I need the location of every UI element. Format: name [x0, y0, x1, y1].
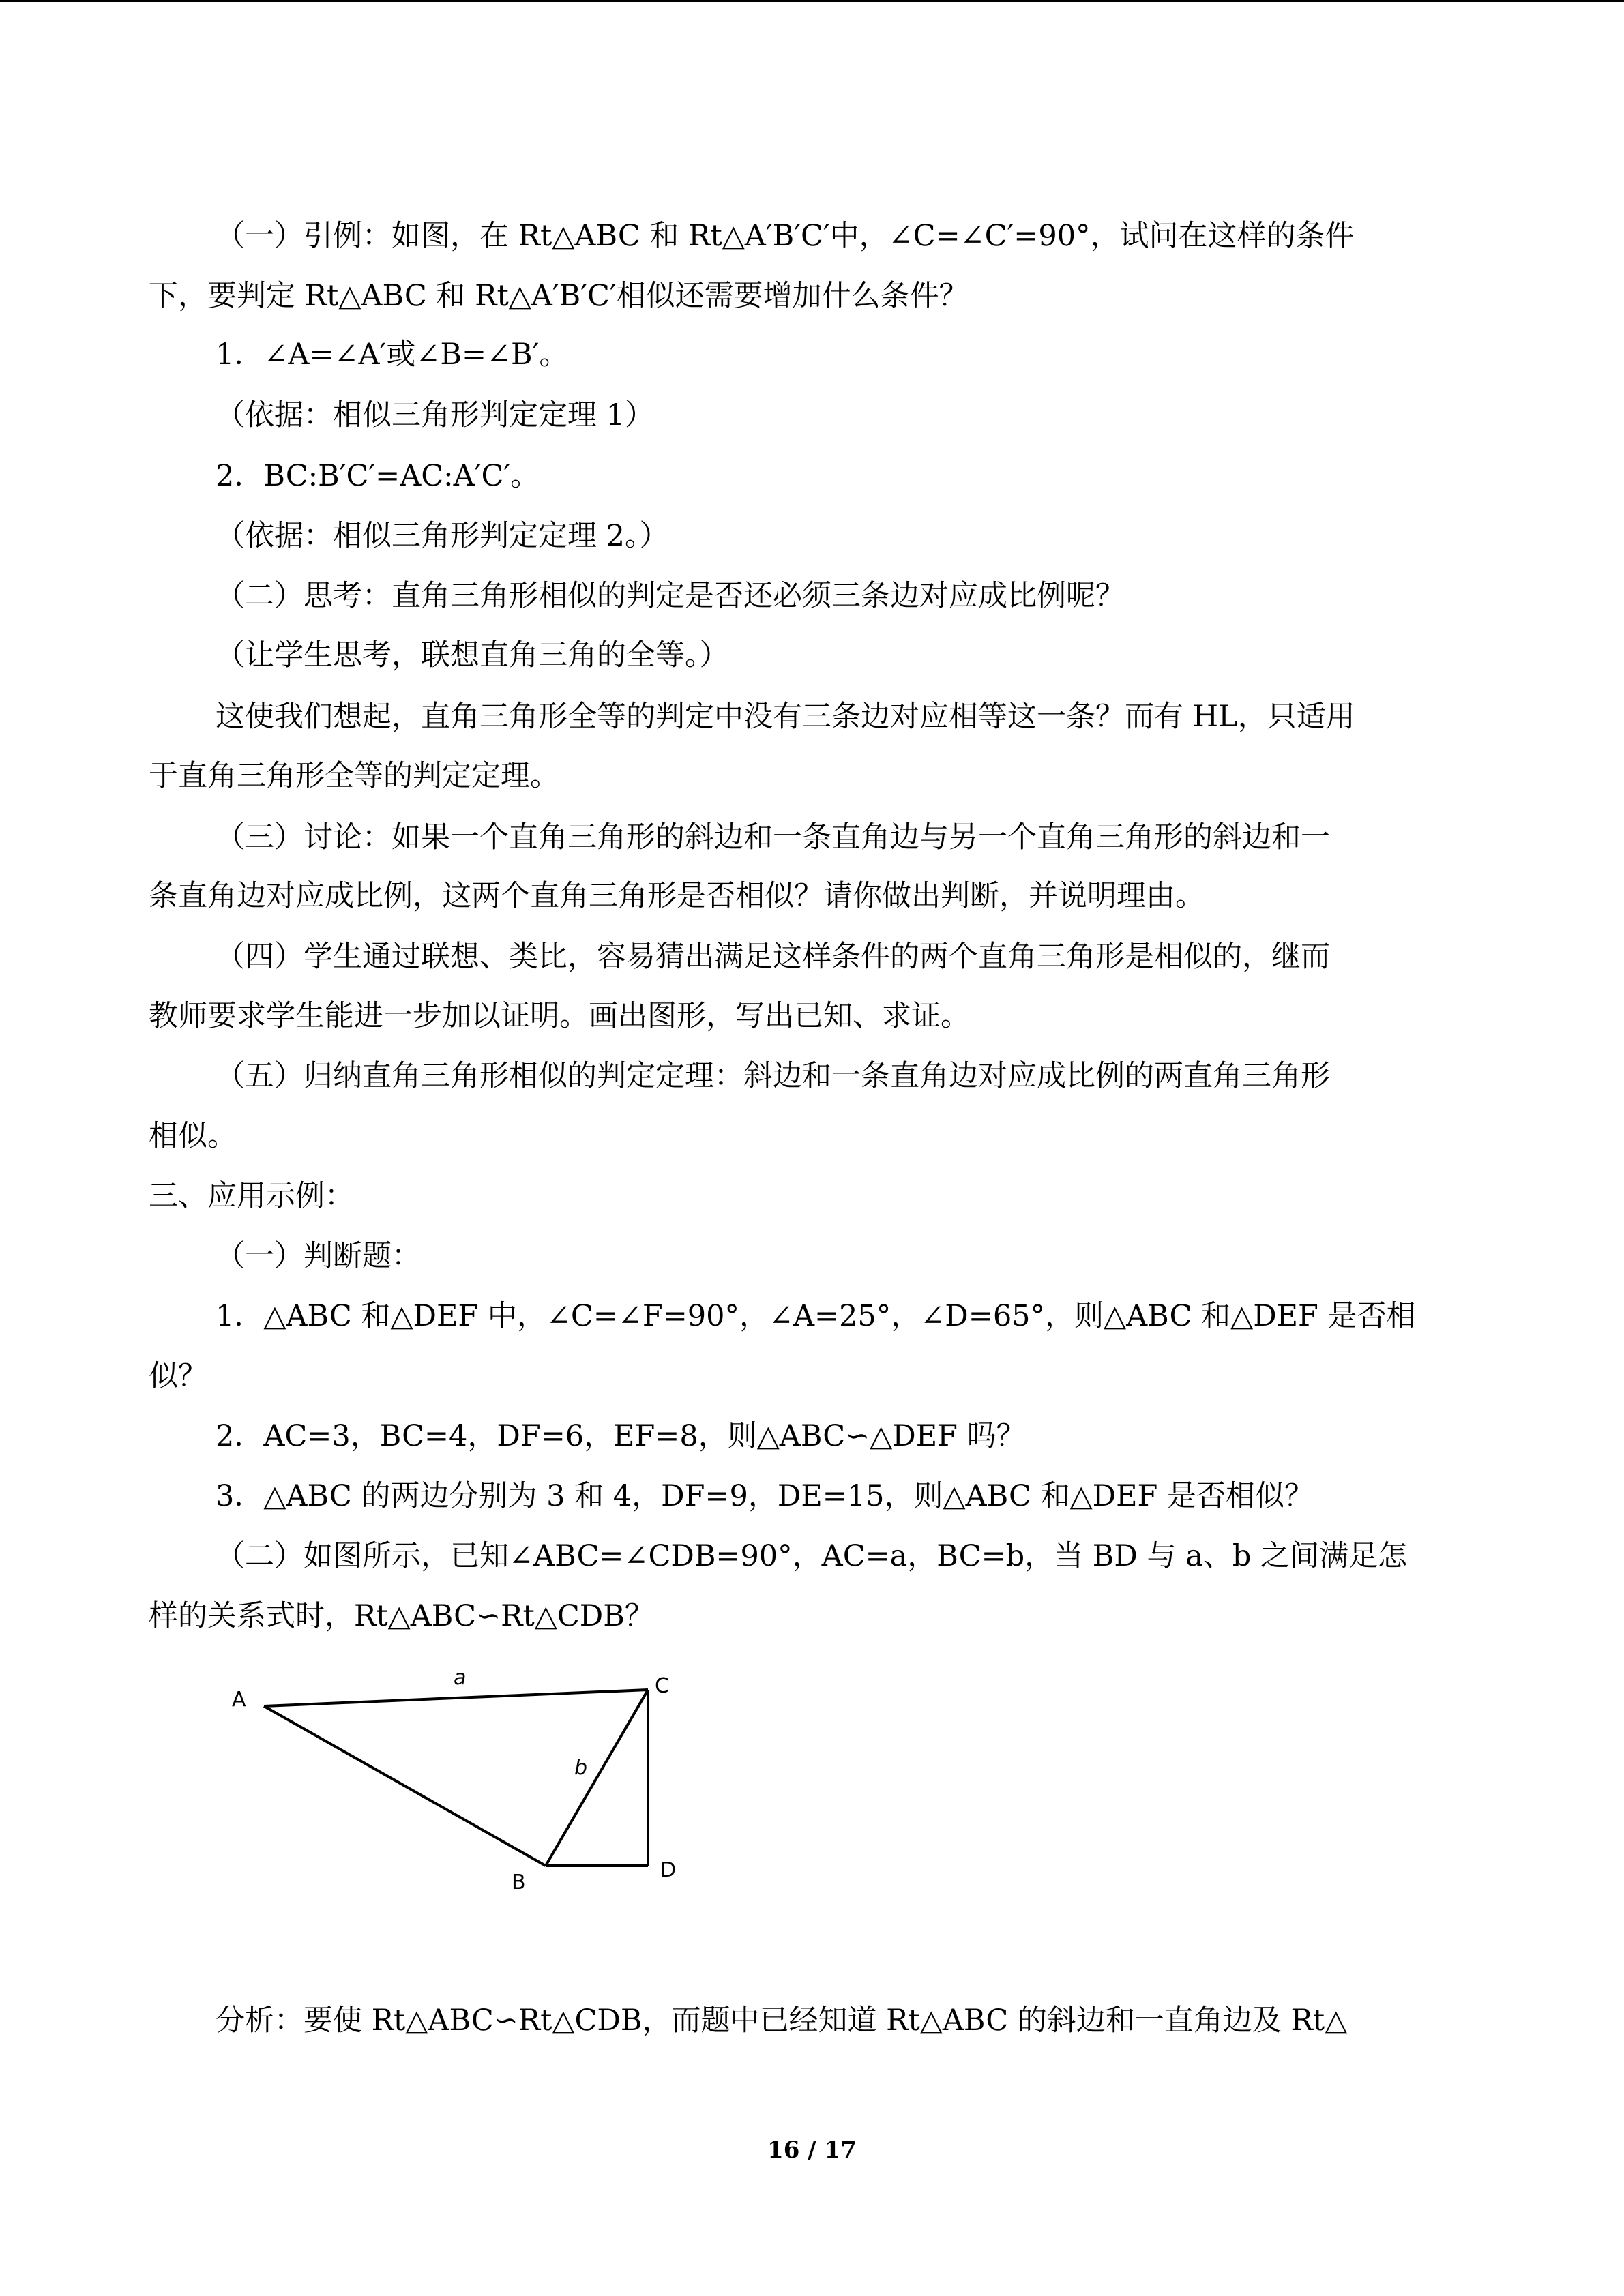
paragraph-analysis: 分析：要使 Rt△ABC∽Rt△CDB，而题中已经知道 Rt△ABC 的斜边和一直角边及 Rt△: [216, 2003, 1348, 2038]
problem-figure: （二）如图所示，已知∠ABC=∠CDB=90°，AC=a，BC=b，当 BD 与 a、b 之间满足怎: [216, 1539, 1408, 1573]
condition-1: 1．∠A=∠A′或∠B=∠B′。: [216, 338, 569, 372]
subheading-judgement: （一）判断题：: [216, 1239, 421, 1273]
paragraph-theorem-cont: 相似。: [149, 1119, 237, 1153]
question-2: 2．AC=3，BC=4，DF=6，EF=8，则△ABC∽△DEF 吗？: [216, 1419, 1026, 1453]
paragraph-think-note: （让学生思考，联想直角三角的全等。）: [216, 638, 729, 672]
question-3: 3．△ABC 的两边分别为 3 和 4，DF=9，DE=15，则△ABC 和△DEF 是否相似？: [216, 1479, 1314, 1513]
condition-2: 2．BC:B′C′=AC:A′C′。: [216, 459, 540, 493]
point-label-c: C: [655, 1674, 669, 1698]
paragraph-theorem: （五）归纳直角三角形相似的判定定理：斜边和一条直角边对应成比例的两直角三角形: [216, 1059, 1330, 1093]
section-heading-examples: 三、应用示例：: [149, 1179, 354, 1213]
basis-1: （依据：相似三角形判定定理 1）: [216, 398, 655, 432]
problem-figure-cont: 样的关系式时，Rt△ABC∽Rt△CDB？: [149, 1599, 654, 1633]
segment-bc: [546, 1690, 648, 1866]
paragraph-student-cont: 教师要求学生能进一步加以证明。画出图形，写出已知、求证。: [149, 999, 970, 1033]
triangle-figure: [218, 1664, 723, 1896]
paragraph-hl: 这使我们想起，直角三角形全等的判定中没有三条边对应相等这一条？而有 HL，只适用: [216, 700, 1355, 734]
question-1-cont: 似？: [149, 1359, 207, 1393]
segment-ab: [264, 1706, 546, 1866]
paragraph-hl-cont: 于直角三角形全等的判定定理。: [149, 759, 559, 793]
paragraph-student: （四）学生通过联想、类比，容易猜出满足这样条件的两个直角三角形是相似的，继而: [216, 940, 1330, 974]
paragraph-think: （二）思考：直角三角形相似的判定是否还必须三条边对应成比例呢？: [216, 579, 1125, 613]
point-label-d: D: [660, 1858, 677, 1882]
paragraph-intro-example: （一）引例：如图，在 Rt△ABC 和 Rt△A′B′C′中，∠C=∠C′=90°，试问在这样的条件: [216, 219, 1355, 253]
paragraph-discuss-cont: 条直角边对应成比例，这两个直角三角形是否相似？请你做出判断，并说明理由。: [149, 879, 1205, 913]
side-label-b: b: [574, 1756, 588, 1780]
side-label-a: a: [454, 1666, 467, 1690]
top-border-line: [0, 0, 1624, 2]
point-label-a: A: [232, 1688, 246, 1712]
point-label-b: B: [512, 1870, 526, 1894]
paragraph-intro-example-cont: 下，要判定 Rt△ABC 和 Rt△A′B′C′相似还需要增加什么条件？: [149, 279, 969, 313]
question-1: 1．△ABC 和△DEF 中，∠C=∠F=90°，∠A=25°，∠D=65°，则△ABC 和△DEF 是否相: [216, 1299, 1416, 1333]
page-number: 16 / 17: [767, 2136, 857, 2164]
basis-2: （依据：相似三角形判定定理 2。）: [216, 519, 669, 553]
segment-ac: [264, 1690, 648, 1706]
paragraph-discuss: （三）讨论：如果一个直角三角形的斜边和一条直角边与另一个直角三角形的斜边和一: [216, 820, 1330, 854]
